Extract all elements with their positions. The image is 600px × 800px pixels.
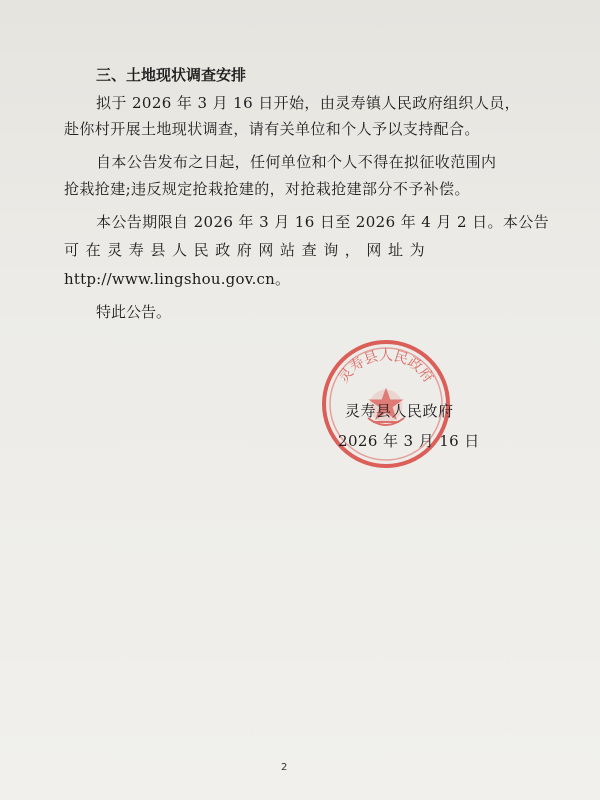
paragraph-line-5: 本公告期限自 2026 年 3 月 16 日至 2026 年 4 月 2 日。本公告: [96, 213, 550, 231]
paragraph-line-2: 赴你村开展土地现状调查，请有关单位和个人予以支持配合。: [64, 120, 480, 138]
page-number: 2: [281, 762, 288, 773]
issue-date: 2026 年 3 月 16 日: [338, 432, 480, 450]
paragraph-line-4: 抢栽抢建;违反规定抢栽抢建的，对抢栽抢建部分不予补偿。: [64, 180, 470, 198]
website-url: http://www.lingshou.gov.cn。: [64, 270, 291, 288]
seal-arc-text: 灵寿县人民政府: [335, 348, 437, 386]
issuer-name: 灵寿县人民政府: [345, 402, 454, 420]
paragraph-line-6: 可在灵寿县人民政府网站查询，网址为: [64, 241, 432, 259]
section-heading: 三、土地现状调查安排: [96, 66, 247, 84]
closing-line: 特此公告。: [96, 303, 172, 321]
paragraph-line-3: 自本公告发布之日起，任何单位和个人不得在拟征收范围内: [96, 153, 497, 171]
paragraph-line-1: 拟于 2026 年 3 月 16 日开始，由灵寿镇人民政府组织人员，: [96, 94, 521, 112]
